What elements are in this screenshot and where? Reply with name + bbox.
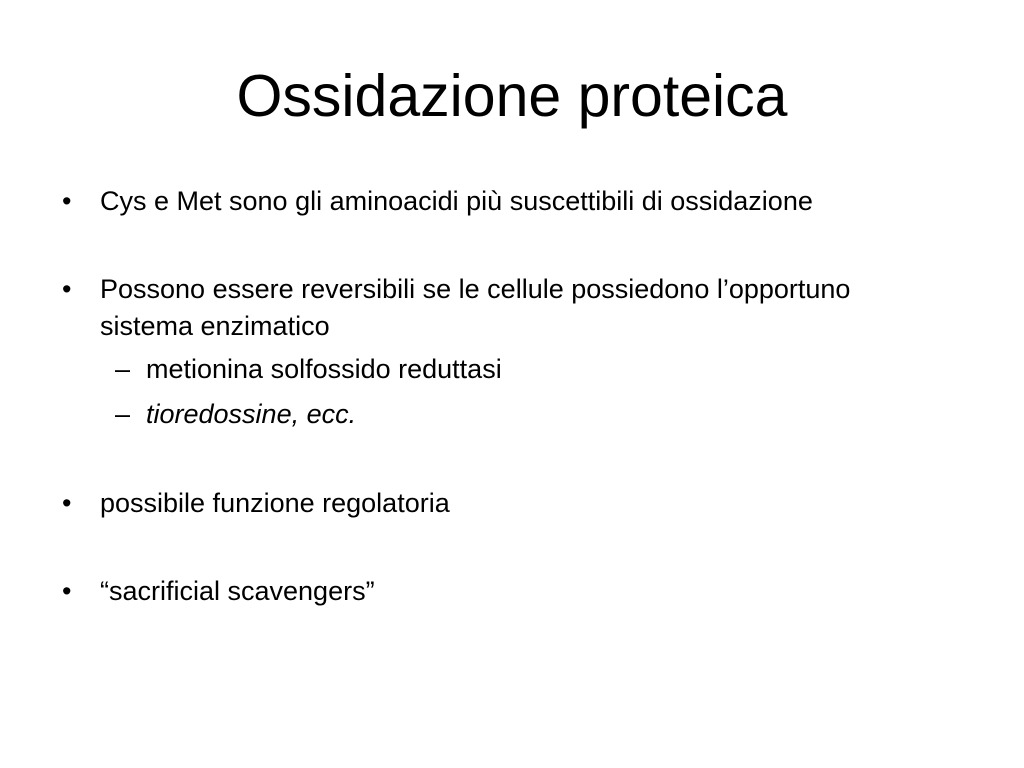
bullet-text: “sacrificial scavengers”	[100, 576, 375, 606]
bullet-marker: •	[62, 274, 72, 304]
bullet-text: Possono essere reversibili se le cellule possiedono l’opportuno sistema enzimatico	[100, 274, 851, 341]
bullet-marker: •	[62, 186, 72, 216]
sub-bullet-text: tioredossine, ecc.	[146, 399, 357, 429]
slide-title: Ossidazione proteica	[236, 63, 788, 129]
sub-bullet-list	[100, 351, 942, 433]
bullet-marker: •	[62, 576, 72, 606]
bullet-text: possibile funzione regolatoria	[100, 488, 450, 518]
bullet-item	[62, 183, 942, 220]
sub-bullet-text: metionina solfossido reduttasi	[146, 354, 502, 384]
bullet-item	[62, 271, 942, 433]
sub-bullet-item	[100, 351, 942, 388]
bullet-text: Cys e Met sono gli aminoacidi più suscettibili di ossidazione	[100, 186, 813, 216]
sub-bullet-marker: –	[115, 399, 131, 429]
bullet-item	[62, 485, 942, 522]
sub-bullet-item	[100, 396, 942, 433]
bullet-item	[62, 573, 942, 610]
sub-bullet-marker: –	[115, 354, 131, 384]
bullet-marker: •	[62, 488, 72, 518]
bullet-list	[62, 183, 942, 610]
